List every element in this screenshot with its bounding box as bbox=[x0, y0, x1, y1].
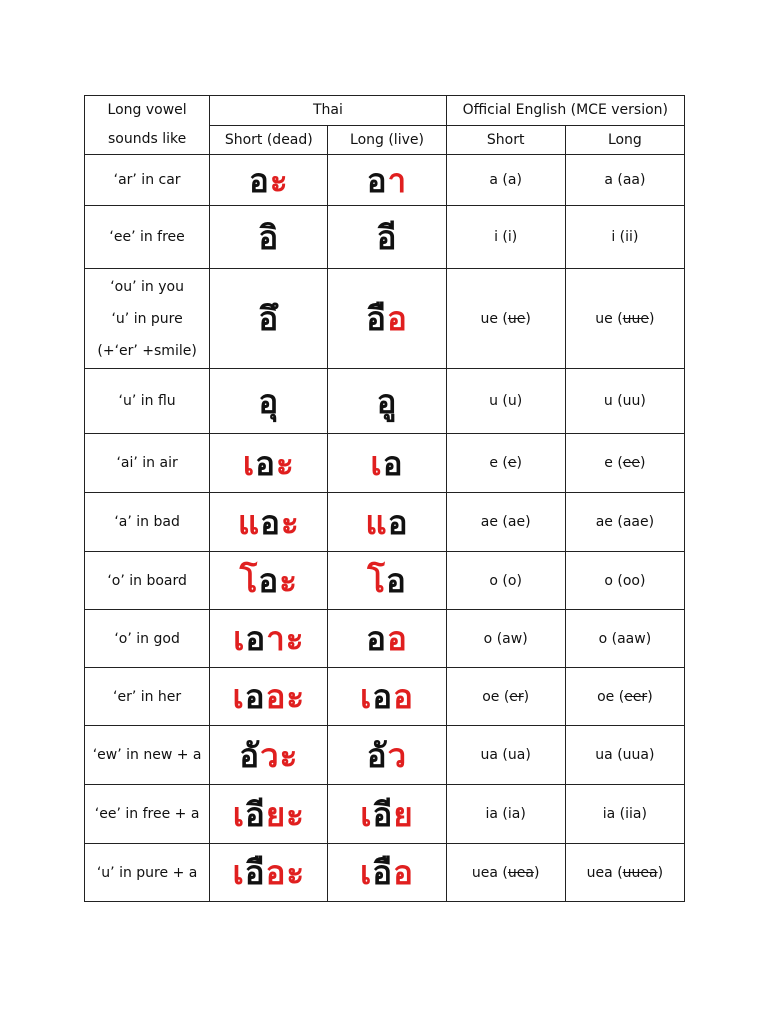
table-row bbox=[85, 610, 685, 668]
table-body bbox=[85, 155, 685, 902]
header-thai: Thai bbox=[210, 96, 446, 126]
thai-glyph-part: โ bbox=[239, 561, 259, 600]
thai-vowel-glyph bbox=[366, 299, 408, 338]
romanization-text: e ( bbox=[604, 455, 623, 471]
thai-short-cell bbox=[210, 369, 328, 434]
deprecated-spelling: uuea bbox=[622, 864, 658, 881]
thai-glyph-part: อุ bbox=[258, 381, 280, 421]
thai-short-cell bbox=[210, 552, 328, 610]
sound-like-cell bbox=[85, 434, 210, 493]
header-long: Long bbox=[565, 125, 684, 155]
thai-glyph-part: อ bbox=[258, 561, 280, 600]
english-short-cell bbox=[446, 610, 565, 668]
english-long-cell bbox=[565, 155, 684, 206]
romanization-text: ae ( bbox=[480, 514, 508, 530]
sound-like-text: ‘o’ in god bbox=[114, 630, 180, 647]
thai-long-cell bbox=[328, 269, 446, 369]
thai-vowel-glyph bbox=[376, 217, 398, 257]
table-row bbox=[85, 668, 685, 726]
thai-glyph-part: อ bbox=[372, 677, 394, 716]
thai-glyph-part: า bbox=[387, 160, 408, 200]
thai-glyph-part: ะ bbox=[279, 561, 298, 600]
header-long-live: Long (live) bbox=[328, 125, 446, 155]
thai-glyph-part: อ bbox=[385, 561, 407, 600]
romanization-text: ) bbox=[525, 310, 531, 327]
thai-glyph-part: เ bbox=[232, 794, 245, 834]
thai-glyph-part: ะ bbox=[280, 502, 300, 542]
thai-vowel-glyph bbox=[258, 217, 280, 257]
thai-glyph-part: าะ bbox=[266, 619, 305, 658]
english-short-cell bbox=[446, 206, 565, 269]
thai-glyph-part: อ bbox=[366, 160, 388, 200]
thai-glyph-part: อ bbox=[244, 677, 266, 716]
alt-spelling: iia bbox=[625, 806, 642, 822]
thai-long-cell bbox=[328, 206, 446, 269]
sound-like-cell bbox=[85, 155, 210, 206]
thai-glyph-part: อื bbox=[372, 853, 394, 892]
deprecated-spelling: eer bbox=[624, 688, 648, 705]
romanization-text: ) bbox=[632, 229, 639, 245]
alt-spelling: aw bbox=[502, 630, 523, 647]
romanization-text: a ( bbox=[604, 172, 623, 188]
english-long-cell bbox=[565, 844, 684, 902]
sound-like-cell bbox=[85, 610, 210, 668]
thai-short-cell bbox=[210, 155, 328, 206]
romanization-text: ) bbox=[639, 172, 646, 188]
sound-like-text: (+‘er’ +smile) bbox=[97, 342, 197, 359]
english-long-cell bbox=[565, 493, 684, 552]
romanization-text: ) bbox=[639, 572, 646, 589]
thai-glyph-part: เ bbox=[370, 443, 383, 483]
romanization-text: oe ( bbox=[597, 688, 625, 705]
english-short-cell bbox=[446, 552, 565, 610]
thai-short-cell bbox=[210, 206, 328, 269]
english-short-cell bbox=[446, 726, 565, 785]
thai-vowel-glyph bbox=[367, 561, 407, 600]
thai-glyph-part: ะ bbox=[275, 443, 295, 483]
romanization-text: ) bbox=[516, 572, 522, 589]
alt-spelling: ii bbox=[625, 229, 633, 245]
alt-spelling: uu bbox=[622, 393, 641, 409]
thai-vowel-glyph bbox=[360, 794, 414, 834]
romanization-text: ) bbox=[649, 310, 655, 327]
thai-glyph-part: เ bbox=[360, 677, 373, 716]
english-long-cell bbox=[565, 269, 684, 369]
romanization-text: ) bbox=[640, 455, 646, 471]
thai-short-cell bbox=[210, 493, 328, 552]
deprecated-spelling: er bbox=[509, 688, 524, 705]
thai-vowel-glyph bbox=[249, 160, 289, 200]
thai-glyph-part: เ bbox=[242, 443, 256, 483]
english-short-cell bbox=[446, 493, 565, 552]
sound-like-cell bbox=[85, 668, 210, 726]
english-short-cell bbox=[446, 269, 565, 369]
thai-glyph-part: อิ bbox=[258, 217, 280, 257]
sound-like-cell bbox=[85, 369, 210, 434]
table-row bbox=[85, 206, 685, 269]
thai-glyph-part: อื bbox=[244, 853, 266, 892]
thai-long-cell bbox=[328, 785, 446, 844]
thai-long-cell bbox=[328, 610, 446, 668]
thai-long-cell bbox=[328, 493, 446, 552]
alt-spelling: aae bbox=[622, 514, 649, 530]
alt-spelling: ia bbox=[507, 806, 521, 822]
header-sound-like: Long vowel sounds like bbox=[85, 96, 210, 155]
thai-glyph-part: เ bbox=[360, 794, 373, 834]
thai-glyph-part: ยะ bbox=[265, 794, 305, 834]
thai-glyph-part: อ bbox=[387, 502, 409, 542]
thai-glyph-part: อ bbox=[245, 619, 267, 658]
thai-vowel-glyph bbox=[242, 443, 295, 483]
thai-glyph-part: อ bbox=[393, 677, 414, 716]
thai-glyph-part: อ bbox=[255, 443, 276, 483]
thai-vowel-glyph bbox=[237, 502, 300, 542]
thai-vowel-glyph bbox=[360, 677, 414, 716]
sound-like-text: ‘ai’ in air bbox=[116, 455, 178, 471]
sound-like-text: ‘o’ in board bbox=[107, 572, 187, 589]
thai-glyph-part: อ bbox=[366, 619, 387, 658]
thai-glyph-part: แ bbox=[237, 502, 261, 542]
sound-like-text: ‘ee’ in free + a bbox=[94, 806, 200, 822]
thai-long-cell bbox=[328, 155, 446, 206]
sound-like-cell bbox=[85, 726, 210, 785]
romanization-text: ue ( bbox=[595, 310, 623, 327]
thai-glyph-part: อั bbox=[366, 735, 388, 775]
alt-spelling: oo bbox=[622, 572, 640, 589]
alt-spelling: aaw bbox=[617, 630, 646, 647]
english-long-cell bbox=[565, 610, 684, 668]
thai-glyph-part: ย bbox=[393, 794, 414, 834]
thai-vowel-glyph bbox=[366, 735, 408, 775]
deprecated-spelling: uea bbox=[507, 864, 534, 881]
sound-like-text: ‘ee’ in free bbox=[109, 229, 185, 245]
thai-glyph-part: อั bbox=[239, 735, 261, 775]
vowel-table bbox=[84, 95, 685, 902]
thai-glyph-part: อะ bbox=[265, 853, 306, 892]
thai-vowel-glyph bbox=[376, 381, 398, 421]
romanization-text: o ( bbox=[598, 630, 618, 647]
thai-glyph-part: อ bbox=[382, 443, 404, 483]
sound-like-text: ‘er’ in her bbox=[113, 688, 182, 705]
deprecated-spelling: uue bbox=[622, 310, 650, 327]
sound-like-text: ‘u’ in pure + a bbox=[96, 864, 198, 881]
english-short-cell bbox=[446, 785, 565, 844]
sound-like-text: ‘u’ in pure bbox=[111, 310, 183, 327]
thai-vowel-glyph bbox=[232, 677, 306, 716]
romanization-text: ue ( bbox=[480, 310, 508, 327]
sound-like-cell bbox=[85, 552, 210, 610]
thai-short-cell bbox=[210, 844, 328, 902]
thai-glyph-part: อ bbox=[260, 502, 281, 542]
thai-glyph-part: อู bbox=[376, 381, 398, 421]
alt-spelling: a bbox=[507, 172, 517, 188]
thai-vowel-glyph bbox=[366, 619, 408, 658]
romanization-text: u ( bbox=[489, 393, 508, 409]
romanization-text: ua ( bbox=[480, 747, 508, 763]
romanization-text: ia ( bbox=[485, 806, 508, 822]
header-short: Short bbox=[446, 125, 565, 155]
english-long-cell bbox=[565, 206, 684, 269]
thai-glyph-part: อ bbox=[386, 299, 408, 338]
thai-glyph-part: วะ bbox=[260, 735, 299, 775]
table-row bbox=[85, 369, 685, 434]
alt-spelling: uua bbox=[622, 747, 649, 763]
thai-vowel-glyph bbox=[366, 160, 408, 200]
romanization-text: a ( bbox=[489, 172, 508, 188]
deprecated-spelling: ee bbox=[622, 455, 641, 471]
thai-vowel-glyph bbox=[365, 502, 409, 542]
thai-short-cell bbox=[210, 434, 328, 493]
romanization-text: ae ( bbox=[595, 514, 623, 530]
table-row bbox=[85, 155, 685, 206]
sound-like-cell bbox=[85, 206, 210, 269]
romanization-text: ) bbox=[511, 229, 518, 245]
alt-spelling: o bbox=[507, 572, 517, 589]
table-header bbox=[85, 96, 685, 155]
alt-spelling: u bbox=[507, 393, 517, 409]
thai-long-cell bbox=[328, 552, 446, 610]
sound-like-text: ‘ou’ in you bbox=[110, 278, 184, 295]
thai-glyph-part: ว bbox=[387, 735, 408, 775]
romanization-text: i ( bbox=[494, 229, 508, 245]
sound-like-text: ‘a’ in bad bbox=[114, 514, 180, 530]
thai-vowel-glyph bbox=[232, 853, 306, 892]
thai-glyph-part: ะ bbox=[269, 160, 289, 200]
romanization-text: o ( bbox=[489, 572, 508, 589]
thai-short-cell bbox=[210, 785, 328, 844]
thai-glyph-part: แ bbox=[365, 502, 388, 542]
sound-like-text: ‘ar’ in car bbox=[113, 172, 181, 188]
thai-vowel-glyph bbox=[232, 794, 305, 834]
table-row bbox=[85, 785, 685, 844]
header-short-dead: Short (dead) bbox=[210, 125, 328, 155]
table-row bbox=[85, 434, 685, 493]
thai-glyph-part: อี bbox=[372, 794, 394, 834]
thai-glyph-part: อะ bbox=[265, 677, 306, 716]
english-long-cell bbox=[565, 369, 684, 434]
thai-glyph-part: เ bbox=[360, 853, 373, 892]
romanization-text: ) bbox=[525, 747, 531, 763]
english-short-cell bbox=[446, 844, 565, 902]
alt-spelling: aa bbox=[622, 172, 640, 188]
romanization-text: e ( bbox=[489, 455, 508, 471]
table-row bbox=[85, 493, 685, 552]
romanization-text: ) bbox=[640, 393, 646, 409]
romanization-text: ) bbox=[533, 864, 540, 881]
romanization-text: oe ( bbox=[482, 688, 510, 705]
english-long-cell bbox=[565, 785, 684, 844]
romanization-text: uea ( bbox=[471, 864, 508, 881]
romanization-text: ua ( bbox=[595, 747, 623, 763]
romanization-text: ) bbox=[516, 455, 522, 471]
thai-vowel-glyph bbox=[258, 299, 280, 338]
romanization-text: ) bbox=[645, 630, 652, 647]
thai-glyph-part: อี bbox=[376, 217, 398, 257]
thai-long-cell bbox=[328, 844, 446, 902]
sound-like-text: ‘ew’ in new + a bbox=[92, 747, 202, 763]
english-short-cell bbox=[446, 434, 565, 493]
thai-vowel-glyph bbox=[360, 853, 414, 892]
thai-vowel-glyph bbox=[258, 381, 280, 421]
romanization-text: ) bbox=[516, 393, 523, 409]
thai-glyph-part: อ bbox=[393, 853, 414, 892]
thai-short-cell bbox=[210, 610, 328, 668]
sound-like-cell bbox=[85, 269, 210, 369]
romanization-text: ) bbox=[520, 806, 526, 822]
english-short-cell bbox=[446, 668, 565, 726]
english-long-cell bbox=[565, 668, 684, 726]
english-short-cell bbox=[446, 369, 565, 434]
table-row bbox=[85, 552, 685, 610]
sound-like-cell bbox=[85, 844, 210, 902]
thai-short-cell bbox=[210, 726, 328, 785]
romanization-text: ) bbox=[647, 688, 653, 705]
english-short-cell bbox=[446, 155, 565, 206]
thai-short-cell bbox=[210, 668, 328, 726]
thai-short-cell bbox=[210, 269, 328, 369]
romanization-text: ) bbox=[525, 514, 531, 530]
thai-glyph-part: อื bbox=[366, 299, 387, 338]
thai-glyph-part: เ bbox=[232, 677, 245, 716]
romanization-text: ) bbox=[648, 514, 655, 530]
thai-glyph-part: อี bbox=[244, 794, 266, 834]
deprecated-spelling: e bbox=[507, 455, 517, 471]
thai-vowel-glyph bbox=[239, 735, 299, 775]
thai-long-cell bbox=[328, 434, 446, 493]
english-long-cell bbox=[565, 552, 684, 610]
romanization-text: ) bbox=[641, 806, 647, 822]
romanization-text: o ( bbox=[604, 572, 623, 589]
alt-spelling: ua bbox=[507, 747, 526, 763]
table-row bbox=[85, 269, 685, 369]
romanization-text: u ( bbox=[603, 393, 623, 409]
romanization-text: uea ( bbox=[586, 864, 623, 881]
thai-glyph-part: อ bbox=[249, 160, 270, 200]
thai-vowel-glyph bbox=[233, 619, 305, 658]
header-official-english: Official English (MCE version) bbox=[446, 96, 684, 126]
romanization-text: ) bbox=[523, 688, 530, 705]
thai-long-cell bbox=[328, 668, 446, 726]
romanization-text: ) bbox=[522, 630, 528, 647]
thai-glyph-part: เ bbox=[233, 619, 246, 658]
sound-like-text: ‘u’ in flu bbox=[118, 393, 176, 409]
romanization-text: o ( bbox=[483, 630, 503, 647]
sound-like-cell bbox=[85, 493, 210, 552]
thai-vowel-glyph bbox=[239, 561, 298, 600]
alt-spelling: i bbox=[507, 229, 512, 245]
romanization-text: ) bbox=[649, 747, 655, 763]
deprecated-spelling: ue bbox=[507, 310, 526, 327]
alt-spelling: ae bbox=[507, 514, 526, 530]
thai-long-cell bbox=[328, 726, 446, 785]
english-long-cell bbox=[565, 726, 684, 785]
romanization-text: i ( bbox=[611, 229, 626, 245]
table-row bbox=[85, 726, 685, 785]
thai-glyph-part: อึ bbox=[258, 299, 280, 338]
thai-long-cell bbox=[328, 369, 446, 434]
sound-like-cell bbox=[85, 785, 210, 844]
thai-glyph-part: เ bbox=[232, 853, 245, 892]
thai-vowel-glyph bbox=[370, 443, 404, 483]
table-row bbox=[85, 844, 685, 902]
english-long-cell bbox=[565, 434, 684, 493]
romanization-text: ) bbox=[516, 172, 522, 188]
romanization-text: ia ( bbox=[602, 806, 626, 822]
thai-glyph-part: โ bbox=[367, 561, 386, 600]
thai-glyph-part: อ bbox=[386, 619, 408, 658]
romanization-text: ) bbox=[657, 864, 664, 881]
